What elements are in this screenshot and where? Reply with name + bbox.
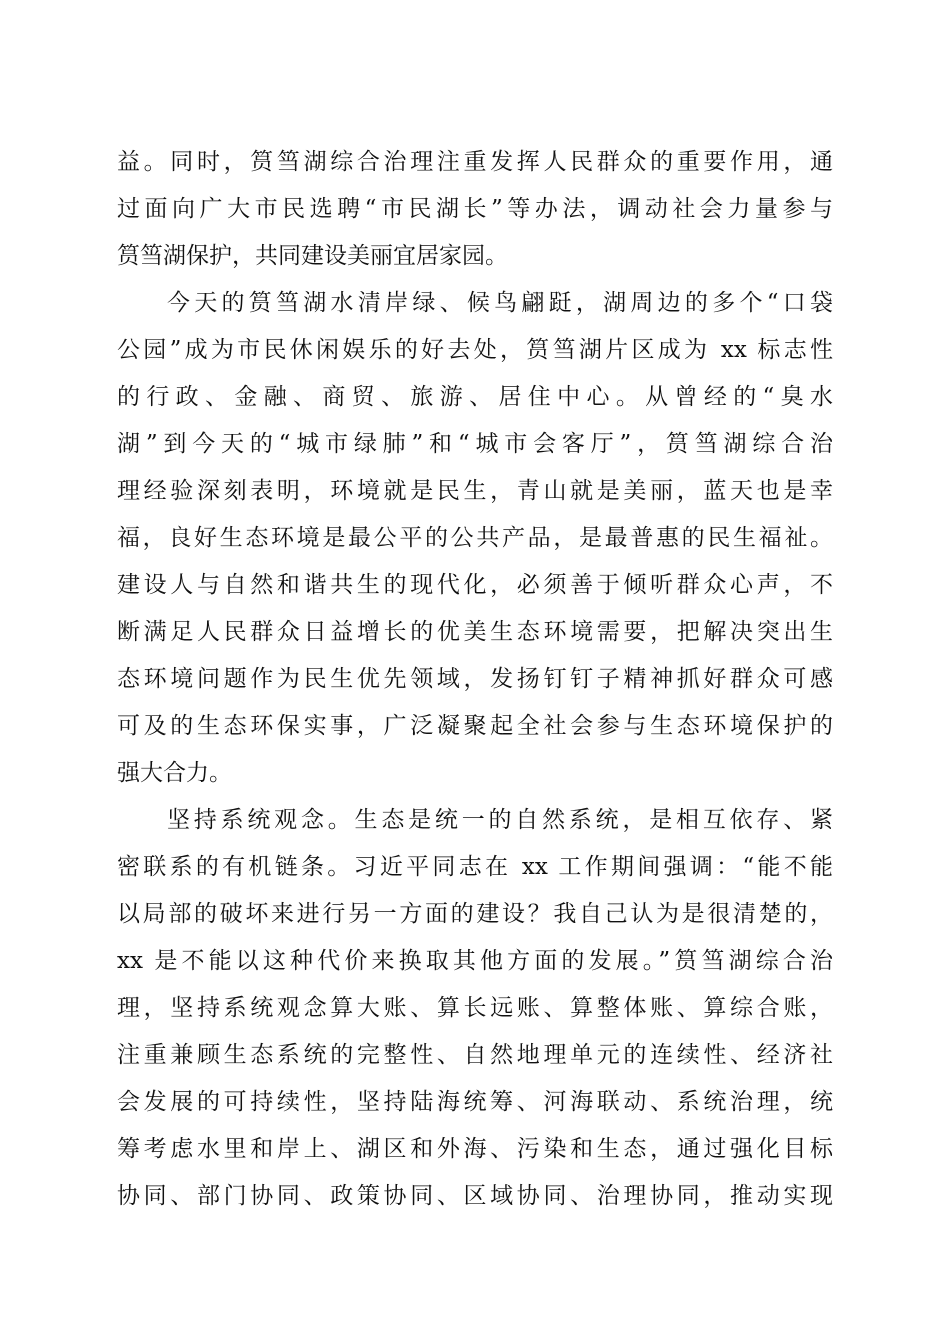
text-line: 态环境问题作为民生优先领域，发扬钉钉子精神抓好群众可感 — [117, 666, 833, 692]
text-line: 协同、部门协同、政策协同、区域协同、治理协同，推动实现 — [117, 1183, 833, 1209]
text-line: 建设人与自然和谐共生的现代化，必须善于倾听群众心声，不 — [117, 572, 833, 598]
paragraph-3 — [117, 797, 833, 1220]
text-line: 公园”成为市民休闲娱乐的好去处，筼筜湖片区成为 xx 标志性 — [117, 337, 833, 363]
text-line: 理，坚持系统观念算大账、算长远账、算整体账、算综合账， — [117, 995, 833, 1021]
paragraph-1 — [117, 139, 833, 280]
text-line: 坚持系统观念。生态是统一的自然系统，是相互依存、紧 — [167, 807, 833, 833]
text-line: 今天的筼筜湖水清岸绿、候鸟翩跹，湖周边的多个“口袋 — [167, 290, 833, 316]
text-line: 益。同时，筼筜湖综合治理注重发挥人民群众的重要作用，通 — [117, 149, 833, 175]
text-line: 以局部的破坏来进行另一方面的建设？我自己认为是很清楚的， — [117, 901, 833, 927]
body-text — [117, 139, 833, 1220]
text-line: 的行政、金融、商贸、旅游、居住中心。从曾经的“臭水 — [117, 384, 833, 410]
text-line: 福，良好生态环境是最公平的公共产品，是最普惠的民生福祉。 — [117, 525, 833, 551]
text-line: 会发展的可持续性，坚持陆海统筹、河海联动、系统治理，统 — [117, 1089, 833, 1115]
text-line: xx 是不能以这种代价来换取其他方面的发展。”筼筜湖综合治 — [117, 948, 833, 974]
text-line: 断满足人民群众日益增长的优美生态环境需要，把解决突出生 — [117, 619, 833, 645]
text-line: 过面向广大市民选聘“市民湖长”等办法，调动社会力量参与 — [117, 196, 833, 222]
text-line: 密联系的有机链条。习近平同志在 xx 工作期间强调：“能不能 — [117, 854, 833, 880]
text-line: 可及的生态环保实事，广泛凝聚起全社会参与生态环境保护的 — [117, 713, 833, 739]
text-line: 理经验深刻表明，环境就是民生，青山就是美丽，蓝天也是幸 — [117, 478, 833, 504]
text-line: 注重兼顾生态系统的完整性、自然地理单元的连续性、经济社 — [117, 1042, 833, 1068]
text-line: 筹考虑水里和岸上、湖区和外海、污染和生态，通过强化目标 — [117, 1136, 833, 1162]
text-line: 强大合力。 — [117, 760, 232, 786]
text-line: 筼筜湖保护，共同建设美丽宜居家园。 — [117, 243, 508, 269]
text-line: 湖”到今天的“城市绿肺”和“城市会客厅”，筼筜湖综合治 — [117, 431, 833, 457]
paragraph-2 — [117, 280, 833, 797]
